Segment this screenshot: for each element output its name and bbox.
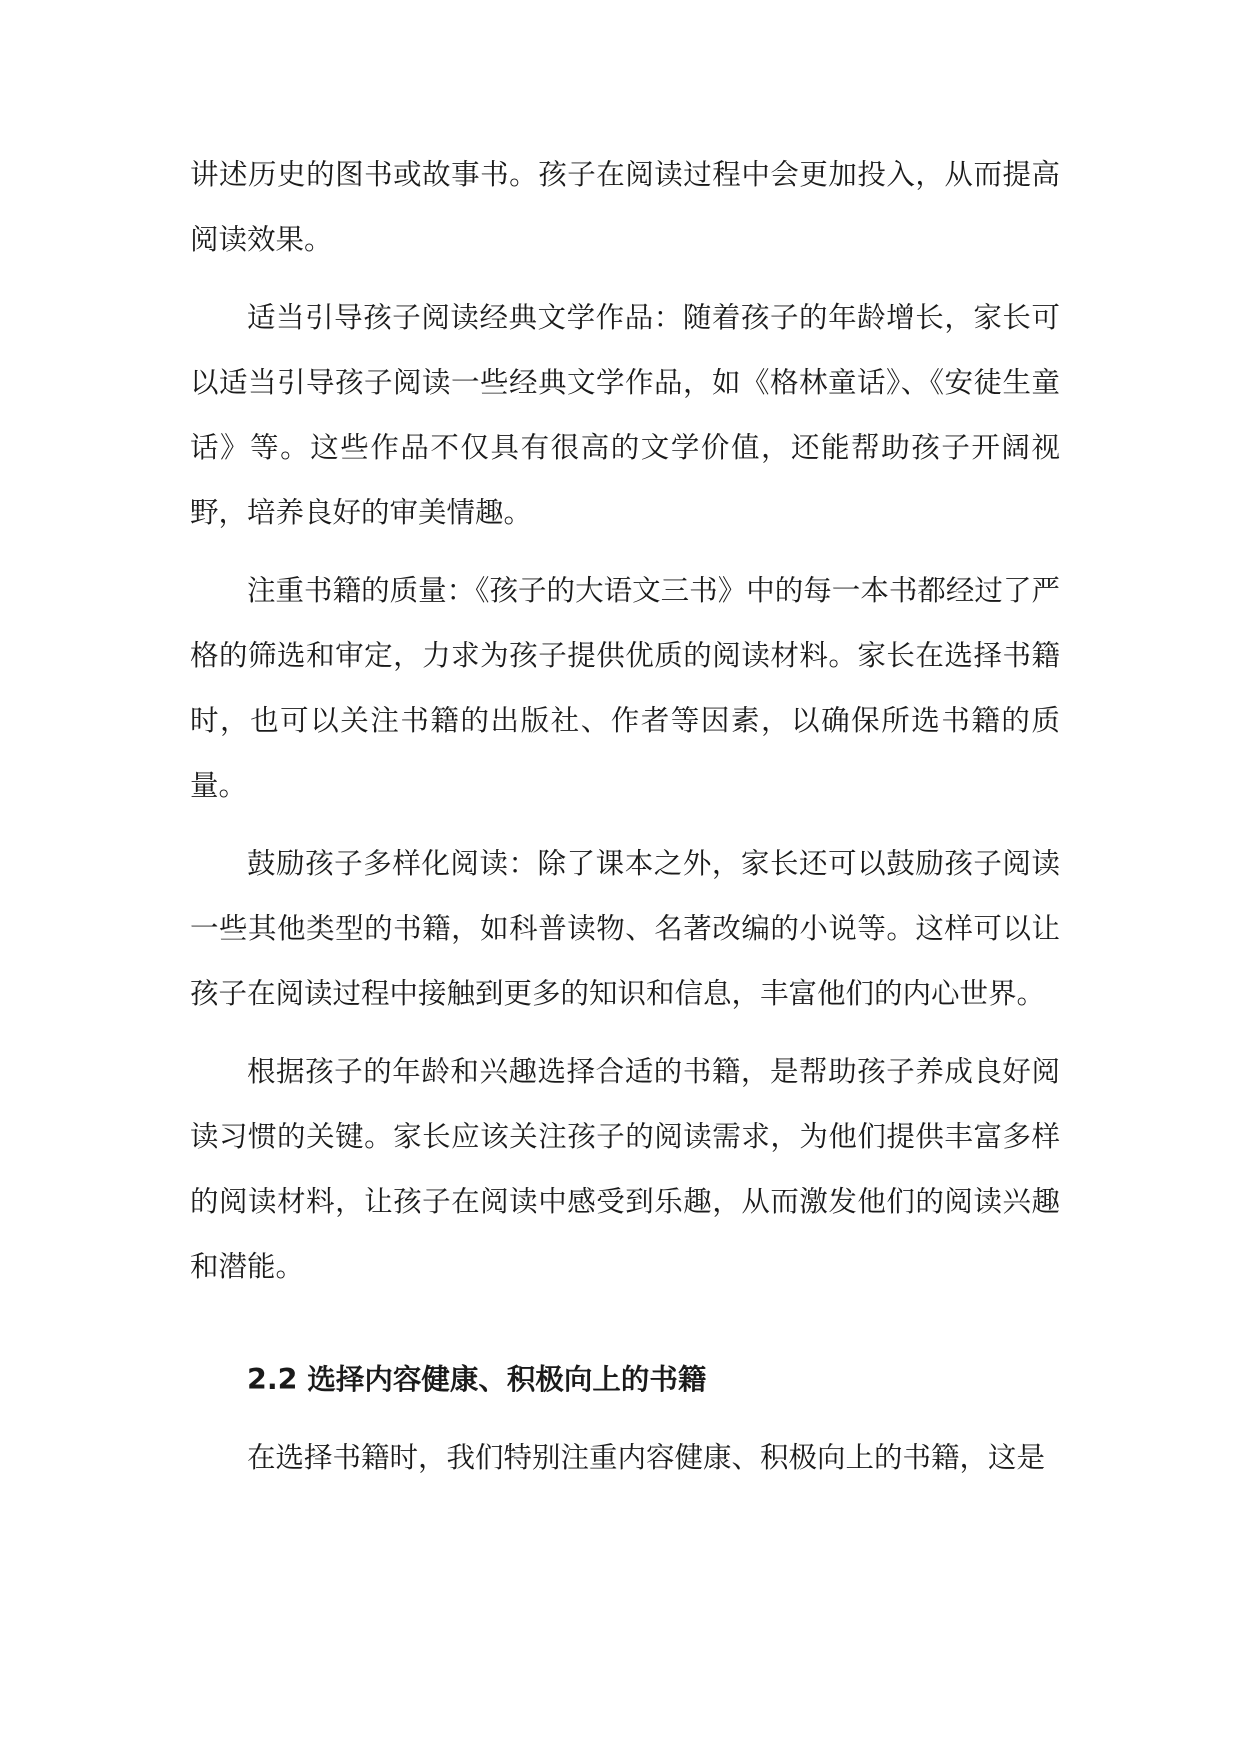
section-heading: 2.2 选择内容健康、积极向上的书籍	[247, 1363, 707, 1396]
paragraph-summary: 根据孩子的年龄和兴趣选择合适的书籍，是帮助孩子养成良好阅读习惯的关键。家长应该关注孩子的阅读需求，为他们提供丰富多样的阅读材料，让孩子在阅读中感受到乐趣，从而激发他们的阅读兴趣和潜能。	[190, 1055, 1060, 1283]
paragraph-continuation: 讲述历史的图书或故事书。孩子在阅读过程中会更加投入，从而提高阅读效果。	[190, 158, 1060, 256]
paragraph-book-quality: 注重书籍的质量：《孩子的大语文三书》中的每一本书都经过了严格的筛选和审定，力求为孩子提供优质的阅读材料。家长在选择书籍时，也可以关注书籍的出版社、作者等因素，以确保所选书籍的质量。	[190, 574, 1060, 802]
paragraph-section-intro: 在选择书籍时，我们特别注重内容健康、积极向上的书籍，这是	[247, 1441, 1046, 1474]
document-body	[190, 142, 1060, 1503]
paragraph-diverse-reading: 鼓励孩子多样化阅读：除了课本之外，家长还可以鼓励孩子阅读一些其他类型的书籍，如科普读物、名著改编的小说等。这样可以让孩子在阅读过程中接触到更多的知识和信息，丰富他们的内心世界。	[190, 847, 1060, 1010]
paragraph-classic-literature: 适当引导孩子阅读经典文学作品：随着孩子的年龄增长，家长可以适当引导孩子阅读一些经典文学作品，如《格林童话》、《安徒生童话》等。这些作品不仅具有很高的文学价值，还能帮助孩子开阔视野，培养良好的审美情趣。	[190, 301, 1060, 529]
